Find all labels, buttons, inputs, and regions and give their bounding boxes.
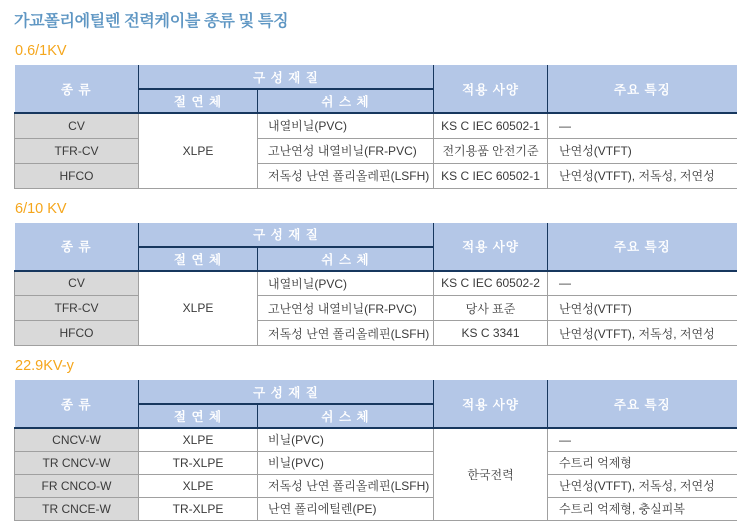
cell-sheath: 비닐(PVC) bbox=[258, 428, 434, 451]
cell-features: — bbox=[548, 113, 737, 138]
section-6-10kv bbox=[14, 201, 738, 347]
table-row bbox=[15, 428, 737, 451]
col-header-type: 종 류 bbox=[15, 65, 139, 113]
cell-spec: KS C 3341 bbox=[434, 321, 548, 346]
table-row bbox=[15, 163, 737, 188]
table-row bbox=[15, 296, 737, 321]
cell-sheath: 비닐(PVC) bbox=[258, 451, 434, 474]
col-header-composition: 구 성 재 질 bbox=[139, 223, 434, 247]
cell-type: TR CNCV-W bbox=[15, 451, 139, 474]
cell-features: 난연성(VTFT), 저독성, 저연성 bbox=[548, 163, 737, 188]
cell-sheath: 내열비닐(PVC) bbox=[258, 113, 434, 138]
table-row bbox=[15, 451, 737, 474]
col-header-features: 주요 특징 bbox=[548, 223, 737, 271]
cell-type: HFCO bbox=[15, 163, 139, 188]
col-header-spec: 적용 사양 bbox=[434, 223, 548, 271]
table-row bbox=[15, 113, 737, 138]
col-header-spec: 적용 사양 bbox=[434, 380, 548, 428]
table-row bbox=[15, 138, 737, 163]
cell-sheath: 고난연성 내열비닐(FR-PVC) bbox=[258, 296, 434, 321]
cell-features: 수트리 억제형 bbox=[548, 451, 737, 474]
cell-spec: 전기용품 안전기준 bbox=[434, 138, 548, 163]
col-header-composition: 구 성 재 질 bbox=[139, 380, 434, 404]
cell-insulator: XLPE bbox=[139, 474, 258, 497]
col-header-sheath: 쉬 스 체 bbox=[258, 247, 434, 271]
section-0-6-1kv bbox=[14, 43, 738, 189]
cell-features: 난연성(VTFT) bbox=[548, 138, 737, 163]
cell-type: FR CNCO-W bbox=[15, 474, 139, 497]
cable-table-0-6-1kv bbox=[14, 65, 737, 189]
col-header-insulator: 절 연 체 bbox=[139, 89, 258, 113]
cell-type: TFR-CV bbox=[15, 138, 139, 163]
cell-insulator-merged: XLPE bbox=[139, 271, 258, 346]
col-header-spec: 적용 사양 bbox=[434, 65, 548, 113]
col-header-insulator: 절 연 체 bbox=[139, 404, 258, 428]
section-label-6-10kv: 6/10 KV bbox=[15, 200, 67, 217]
page-title: 가교폴리에틸렌 전력케이블 종류 및 특징 bbox=[14, 13, 289, 30]
section-22-9kv-y bbox=[14, 358, 738, 521]
table-row bbox=[15, 474, 737, 497]
cable-table-22-9kv-y bbox=[14, 380, 737, 521]
cell-type: CNCV-W bbox=[15, 428, 139, 451]
cell-features: 난연성(VTFT), 저독성, 저연성 bbox=[548, 321, 737, 346]
cell-features: — bbox=[548, 271, 737, 296]
cell-spec: KS C IEC 60502-1 bbox=[434, 163, 548, 188]
cell-features: 난연성(VTFT) bbox=[548, 296, 737, 321]
cell-sheath: 고난연성 내열비닐(FR-PVC) bbox=[258, 138, 434, 163]
cell-insulator: XLPE bbox=[139, 428, 258, 451]
cable-table-6-10kv bbox=[14, 223, 737, 347]
cell-spec: KS C IEC 60502-1 bbox=[434, 113, 548, 138]
section-label-0-6-1kv: 0.6/1KV bbox=[15, 43, 67, 59]
cell-spec: KS C IEC 60502-2 bbox=[434, 271, 548, 296]
cell-type: CV bbox=[15, 271, 139, 296]
cell-type: TFR-CV bbox=[15, 296, 139, 321]
cell-spec: 당사 표준 bbox=[434, 296, 548, 321]
col-header-insulator: 절 연 체 bbox=[139, 247, 258, 271]
cell-features: 난연성(VTFT), 저독성, 저연성 bbox=[548, 474, 737, 497]
cell-type: CV bbox=[15, 113, 139, 138]
cell-sheath: 난연 폴리에틸렌(PE) bbox=[258, 497, 434, 520]
cell-features: — bbox=[548, 428, 737, 451]
cell-insulator-merged: XLPE bbox=[139, 113, 258, 188]
table-row bbox=[15, 271, 737, 296]
col-header-features: 주요 특징 bbox=[548, 65, 737, 113]
col-header-type: 종 류 bbox=[15, 380, 139, 428]
cell-insulator: TR-XLPE bbox=[139, 451, 258, 474]
cell-type: TR CNCE-W bbox=[15, 497, 139, 520]
cell-sheath: 저독성 난연 폴리올레핀(LSFH) bbox=[258, 163, 434, 188]
col-header-composition: 구 성 재 질 bbox=[139, 65, 434, 89]
table-row bbox=[15, 321, 737, 346]
table-row bbox=[15, 497, 737, 520]
cell-insulator: TR-XLPE bbox=[139, 497, 258, 520]
col-header-sheath: 쉬 스 체 bbox=[258, 404, 434, 428]
col-header-sheath: 쉬 스 체 bbox=[258, 89, 434, 113]
col-header-features: 주요 특징 bbox=[548, 380, 737, 428]
cell-sheath: 저독성 난연 폴리올레핀(LSFH) bbox=[258, 321, 434, 346]
cell-type: HFCO bbox=[15, 321, 139, 346]
section-label-22-9kv-y: 22.9KV-y bbox=[15, 358, 74, 374]
col-header-type: 종 류 bbox=[15, 223, 139, 271]
cell-features: 수트리 억제형, 충실피복 bbox=[548, 497, 737, 520]
cell-sheath: 내열비닐(PVC) bbox=[258, 271, 434, 296]
cell-sheath: 저독성 난연 폴리올레핀(LSFH) bbox=[258, 474, 434, 497]
cell-spec-merged: 한국전력 bbox=[434, 428, 548, 520]
